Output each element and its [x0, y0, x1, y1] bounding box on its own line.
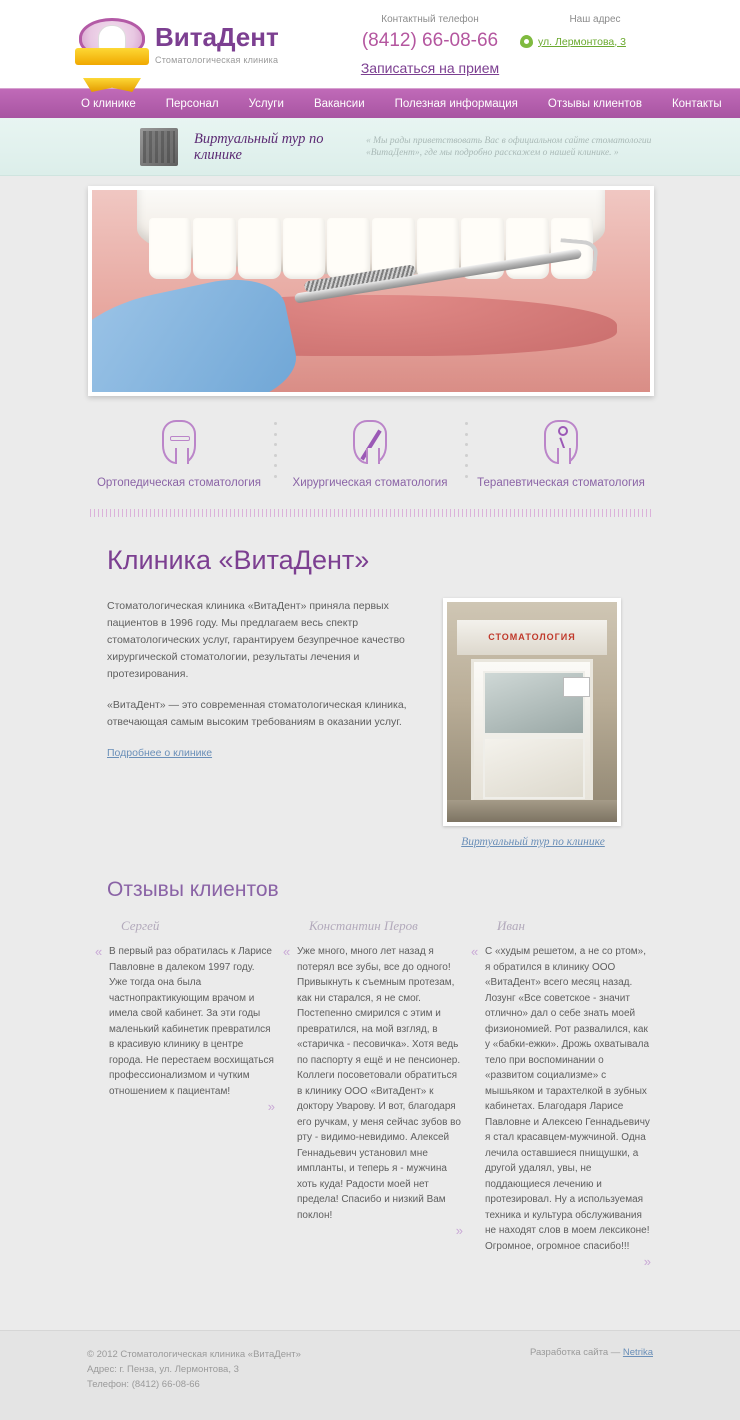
footer-developer [530, 1347, 653, 1392]
service-orthopedic[interactable] [84, 414, 274, 491]
welcome-quote: « Мы рады приветствовать Вас в официальном сайте стоматологии «ВитаДент», где мы подробно расскажем о нашей клинике. » [366, 135, 652, 158]
service-surgical[interactable] [275, 414, 465, 491]
appointment-link[interactable]: Записаться на прием [360, 60, 500, 76]
clinic-sign-text: СТОМАТОЛОГИЯ [457, 620, 607, 655]
footer-copyright: © 2012 Стоматологическая клиника «ВитаДент» [87, 1349, 301, 1360]
virtual-tour-link[interactable]: Виртуальный тур по клинике [461, 836, 605, 848]
main-navigation [0, 88, 740, 118]
page-title: Клиника «ВитаДент» [107, 545, 370, 575]
address-text[interactable]: ул. Лермонтова, 3 [538, 35, 626, 48]
tooth-therapeutic-icon [466, 414, 656, 470]
main-content [87, 545, 653, 1270]
nav-item-staff[interactable]: Персонал [165, 97, 219, 110]
nav-item-info[interactable]: Полезная информация [394, 97, 518, 110]
review-body [95, 944, 275, 1114]
quote-open-icon: « [283, 944, 291, 959]
map-pin-icon [520, 35, 533, 48]
nav-item-reviews[interactable]: Отзывы клиентов [547, 97, 642, 110]
review-body [283, 944, 463, 1238]
clinic-photo-column [443, 598, 623, 848]
review-text: С «худым решетом, а не со ртом», я обратился в клинику ООО «ВитаДент» всего месяц назад. Лозунг «Все советское - значит отлично» дал о себе знать моей физиономией. Рот развалился, как у «бабки-ежки». Дрожь охватывала тело при воспоминании о «развитом социализме» с мышьяком и тарахтелкой в зубных кабинетах. Благодаря Ларисе Павловне и Алексею Геннадьевичу я стал красавцем-мужчиной. Одна лечила оставшиеся пнищушки, а другой удалял, увы, не поддающиеся лечению и протезировал. Ну а используемая техника и культура обслуживания не находят слов в моем лексиконе! Огромное, огромное спасибо!!! [485, 946, 650, 1252]
developer-label: Разработка сайта — [529, 1347, 623, 1358]
nav-item-about[interactable]: О клинике [81, 97, 136, 110]
contact-label: Контактный телефон [381, 14, 479, 25]
dental-treatment-photo [92, 190, 650, 392]
review-author: Иван [497, 918, 525, 933]
footer-phone: Телефон: (8412) 66-08-66 [87, 1379, 200, 1390]
developer-link[interactable]: Netrika [622, 1347, 653, 1358]
contact-block [330, 14, 530, 76]
nav-item-vacancies[interactable]: Вакансии [313, 97, 365, 110]
hero-photo-frame [88, 186, 654, 396]
logo-subtitle: Стоматологическая клиника [155, 54, 279, 65]
review-item [95, 918, 275, 1270]
review-author: Сергей [121, 918, 160, 933]
quote-open-icon: « [471, 944, 479, 959]
review-author: Константин Перов [309, 918, 418, 933]
review-body [471, 944, 651, 1269]
tooth-orthopedic-icon [84, 414, 274, 470]
address-block [520, 14, 710, 48]
quote-close-icon: » [455, 1223, 463, 1238]
virtual-tour-bar [0, 118, 740, 176]
review-item [283, 918, 463, 1270]
hero-section [0, 176, 740, 408]
clinic-entrance-photo[interactable] [443, 598, 621, 826]
nav-item-services[interactable]: Услуги [248, 97, 284, 110]
reviews-row [87, 918, 653, 1270]
site-footer [0, 1330, 740, 1420]
quote-close-icon: » [643, 1254, 651, 1269]
service-label-surgical[interactable]: Хирургическая стоматология [292, 477, 448, 489]
clinic-description [107, 598, 427, 848]
footer-address: Адрес: г. Пенза, ул. Лермонтова, 3 [87, 1364, 239, 1375]
nav-item-contacts[interactable]: Контакты [671, 97, 722, 110]
service-label-orthopedic[interactable]: Ортопедическая стоматология [96, 477, 262, 489]
service-therapeutic[interactable] [466, 414, 656, 491]
clinic-paragraph-1: Стоматологическая клиника «ВитаДент» приняла первых пациентов в 1996 году. Мы предлагаем весь спектр стоматологических услуг, гарантируем безупречное качество хирургической стоматологии, результаты лечения и протезирования. [107, 600, 405, 680]
logo-text [155, 21, 279, 65]
address-label: Наш адрес [569, 14, 621, 25]
address-row[interactable] [520, 35, 710, 48]
logo-title: ВитаДент [155, 21, 279, 52]
more-about-clinic-link[interactable]: Подробнее о клинике [107, 747, 213, 759]
review-text: В первый раз обратилась к Ларисе Павловне в далеком 1997 году. Уже тогда она была частнопрактикующим врачом и имела свой кабинет. За эти годы маленький кабинетик превратился в красивую клинику в центре города. Не перестаем восхищаться профессионализмом и чутким отношением к пациентам! [109, 946, 274, 1097]
footer-info [87, 1347, 301, 1392]
site-header [0, 0, 740, 88]
3d-cube-icon[interactable] [140, 128, 178, 166]
quote-close-icon: » [267, 1099, 275, 1114]
clinic-row [87, 598, 653, 848]
review-text: Уже много, много лет назад я потерял все зубы, все до одного! Привыкнуть к съемным протезам, как ни старался, я не смог. Постепенно смирился с этим и превратился, на мой взгляд, в «старичка - песовичка». Хотя ведь по паспорту я ещё и не пенсионер. Коллеги посоветовали обратиться в клинику ООО «ВитаДент» к доктору Уварову. И вот, благодаря его ручкам, у меня сейчас зубов во рту - видимо-невидимо. Алексей Геннадьевич установил мне импланты, и теперь я - мужчина хоть куда! Радости моей нет предела! Спасибо и низкий Вам поклон! [297, 946, 461, 1221]
site-logo[interactable] [75, 8, 279, 80]
review-item [471, 918, 651, 1270]
tooth-surgical-icon [275, 414, 465, 470]
tooth-logo-icon [75, 8, 149, 80]
virtual-tour-title[interactable]: Виртуальный тур по клинике [194, 130, 324, 163]
service-label-therapeutic[interactable]: Терапевтическая стоматология [477, 477, 645, 489]
reviews-title: Отзывы клиентов [107, 878, 279, 901]
clinic-paragraph-2: «ВитаДент» — это современная стоматологическая клиника, отвечающая самым высоким требованиям в оказании услуг. [107, 699, 407, 728]
quote-open-icon: « [95, 944, 103, 959]
services-row [0, 408, 740, 497]
wave-divider [87, 509, 653, 517]
contact-phone: (8412) 66-08-66 [361, 30, 499, 51]
